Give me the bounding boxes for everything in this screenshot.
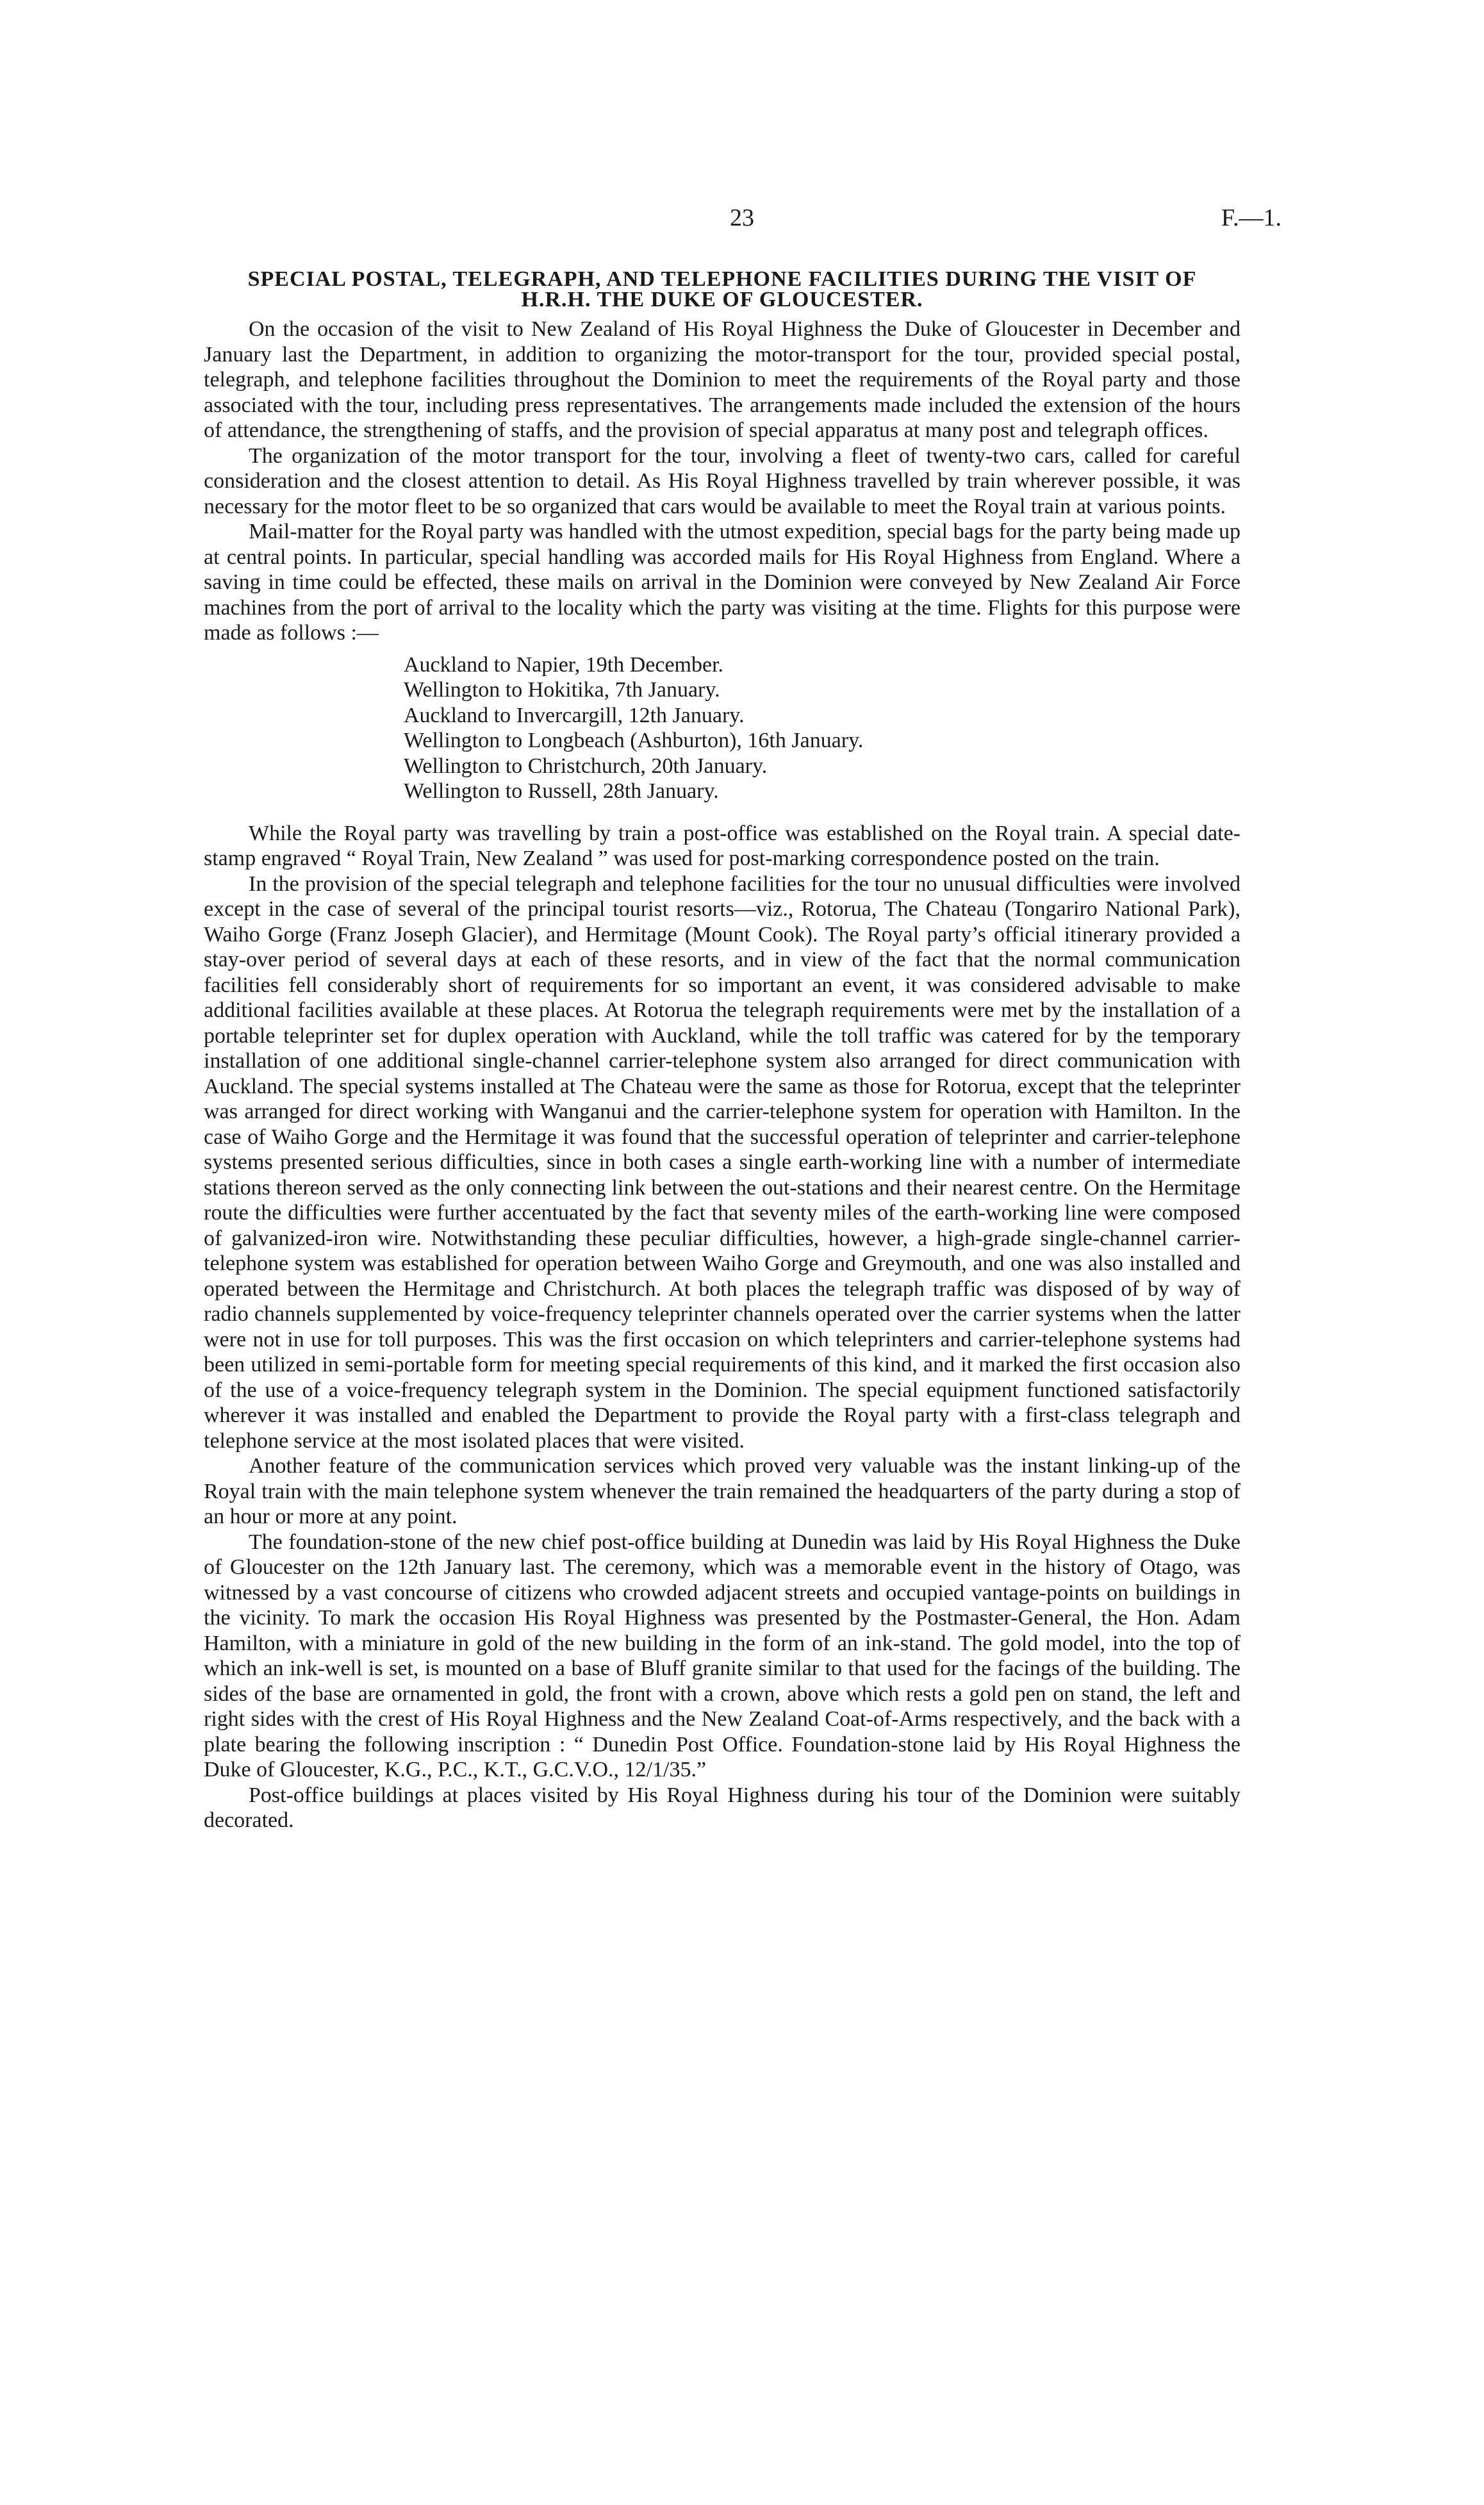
paragraph-royal-train-post-office: While the Royal party was travelling by train a post-office was established on the Royal train. A special date-stamp engraved “ Royal Train, New Zealand ” was used for post-marking correspondence posted on the train.	[204, 821, 1241, 870]
flight-item: Wellington to Christchurch, 20th January.	[404, 754, 768, 778]
paragraph-mail-matter: Mail-matter for the Royal party was handled with the utmost expedition, special bags for the party being made up at central points. In particular, special handling was accorded mails for His Royal Highness from England. Where a saving in time could be effected, these mails on arrival in the Dominion were conveyed by New Zealand Air Force machines from the port of arrival to the locality which the party was visiting at the time. Flights for this purpose were made as follows :—	[204, 520, 1241, 645]
title-line-2: H.R.H. THE DUKE OF GLOUCESTER.	[521, 288, 923, 311]
title-line-1: SPECIAL POSTAL, TELEGRAPH, AND TELEPHONE FACILITIES DURING THE VISIT OF	[247, 267, 1197, 291]
flight-item: Wellington to Russell, 28th January.	[404, 779, 719, 803]
paragraph-intro: On the occasion of the visit to New Zealand of His Royal Highness the Duke of Gloucester in December and January last the Department, in addition to organizing the motor-transport for the tour, provided special postal, telegraph, and telephone facilities throughout the Dominion to meet the requirements of the Royal party and those associated with the tour, including press representatives. The arrangements made included the extension of the hours of attendance, the strengthening of staffs, and the provision of special apparatus at many post and telegraph offices.	[204, 317, 1241, 442]
document-reference: F.—1.	[1221, 204, 1282, 231]
paragraph-foundation-stone: The foundation-stone of the new chief post-office building at Dunedin was laid by His Royal Highness the Duke of Gloucester on the 12th January last. The ceremony, which was a memorable event in the history of Otago, was witnessed by a vast concourse of citizens who crowded adjacent streets and occupied vantage-points on buildings in the vicinity. To mark the occasion His Royal Highness was presented by the Postmaster-General, the Hon. Adam Hamilton, with a miniature in gold of the new building in the form of an ink-stand. The gold model, into the top of which an ink-well is set, is mounted on a base of Bluff granite similar to that used for the facings of the building. The sides of the base are ornamented in gold, the front with a crown, above which rests a gold pen on stand, the left and right sides with the crest of His Royal Highness and the New Zealand Coat-of-Arms respectively, and the back with a plate bearing the following inscription : “ Dunedin Post Office. Foundation-stone laid by His Royal Highness the Duke of Gloucester, K.G., P.C., K.T., G.C.V.O., 12/1/35.”	[204, 1530, 1241, 1782]
document-body	[204, 269, 1241, 1833]
paragraph-train-linking: Another feature of the communication services which proved very valuable was the instant linking-up of the Royal train with the main telephone system whenever the train remained the headquarters of the party during a stop of an hour or more at any point.	[204, 1454, 1241, 1528]
page-number: 23	[730, 204, 754, 231]
paragraph-telegraph-telephone: In the provision of the special telegraph and telephone facilities for the tour no unusual difficulties were involved except in the case of several of the principal tourist resorts—viz., Rotorua, The Chateau (Tongariro National Park), Waiho Gorge (Franz Joseph Glacier), and Hermitage (Mount Cook). The Royal party’s official itinerary provided a stay-over period of several days at each of these resorts, and in view of the fact that the normal communication facilities fell considerably short of requirements for so important an event, it was considered advisable to make additional facilities available at these places. At Rotorua the telegraph requirements were met by the installation of a portable teleprinter set for duplex operation with Auckland, while the toll traffic was catered for by the temporary installation of one additional single-channel carrier-telephone system also arranged for direct communication with Auckland. The special systems installed at The Chateau were the same as those for Rotorua, except that the teleprinter was arranged for direct working with Wanganui and the carrier-telephone system for operation with Hamilton. In the case of Waiho Gorge and the Hermitage it was found that the successful operation of teleprinter and carrier-telephone systems presented serious difficulties, since in both cases a single earth-working line with a number of intermediate stations thereon served as the only connecting link between the out-stations and their nearest centre. On the Hermitage route the difficulties were further accentuated by the fact that seventy miles of the earth-working line were composed of galvanized-iron wire. Notwithstanding these peculiar difficulties, however, a high-grade single-channel carrier-telephone system was established for operation between Waiho Gorge and Greymouth, and one was also installed and operated between the Hermitage and Christchurch. At both places the telegraph traffic was disposed of by way of radio channels supplemented by voice-frequency teleprinter channels operated over the carrier systems when the latter were not in use for toll purposes. This was the first occasion on which teleprinters and carrier-telephone systems had been utilized in semi-portable form for meeting special requirements of this kind, and it marked the first occasion also of the use of a voice-frequency telegraph system in the Dominion. The special equipment functioned satisfactorily wherever it was installed and enabled the Department to provide the Royal party with a first-class telegraph and telephone service at the most isolated places that were visited.	[204, 872, 1241, 1453]
flight-list	[204, 652, 1241, 804]
paragraph-motor-transport: The organization of the motor transport for the tour, involving a fleet of twenty-two cars, called for careful consideration and the closest attention to detail. As His Royal Highness travelled by train wherever possible, it was necessary for the motor fleet to be so organized that cars would be available to meet the Royal train at various points.	[204, 443, 1241, 518]
flight-item: Auckland to Napier, 19th December.	[404, 652, 724, 677]
flight-item: Wellington to Longbeach (Ashburton), 16th January.	[404, 729, 864, 752]
flight-item: Wellington to Hokitika, 7th January.	[404, 678, 720, 702]
page-title	[204, 269, 1241, 310]
flight-item: Auckland to Invercargill, 12th January.	[404, 703, 745, 727]
paragraph-decorations: Post-office buildings at places visited by His Royal Highness during his tour of the Dominion were suitably decorated.	[204, 1783, 1241, 1832]
